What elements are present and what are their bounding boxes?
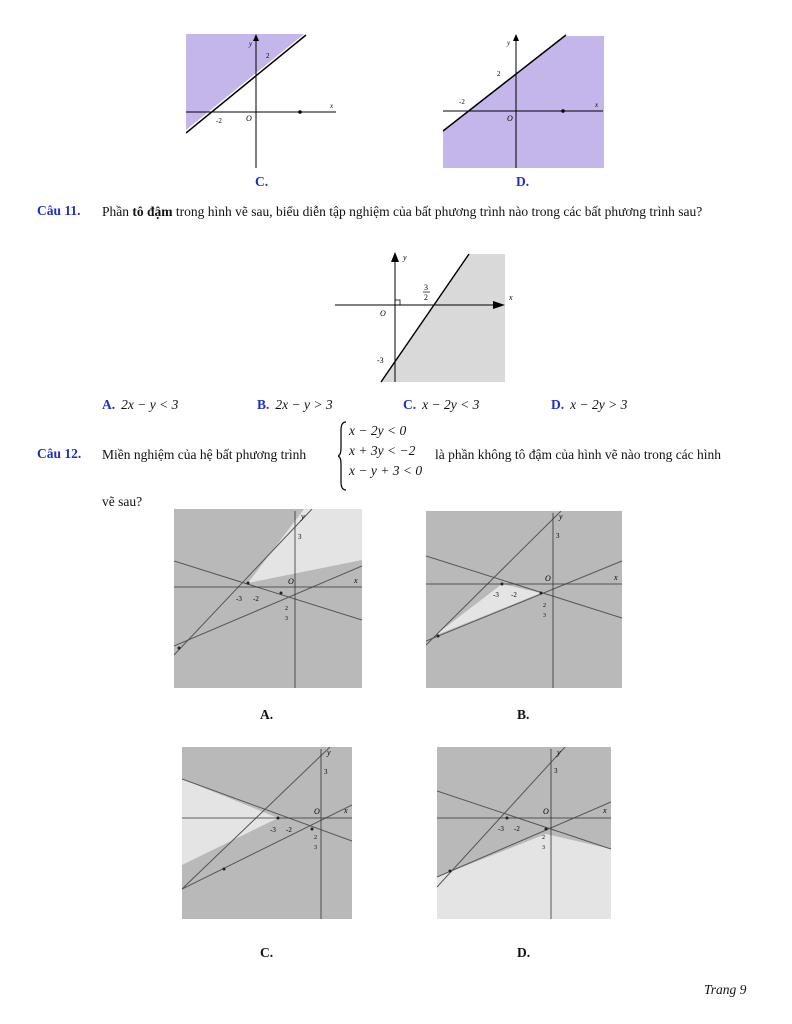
figure-d: [443, 34, 605, 170]
q11-minus-three: -3: [377, 356, 384, 365]
q11-option-c-expr: x − 2y < 3: [422, 397, 480, 412]
b-fn: 2: [543, 603, 546, 609]
a-o: O: [288, 577, 294, 586]
c-two-label: 2: [266, 52, 270, 60]
c12-o: O: [314, 807, 320, 816]
c12-three: 3: [324, 768, 328, 776]
q11-option-d-label: D.: [551, 397, 565, 412]
a-y: y: [301, 512, 305, 521]
b-y: y: [559, 512, 563, 521]
q12-caption-b: B.: [517, 707, 530, 722]
a-m3: -3: [236, 595, 242, 603]
c12-y: y: [327, 748, 331, 757]
q12-caption-c: C.: [260, 945, 274, 960]
a-fn: 2: [285, 606, 288, 612]
q12-caption-a: A.: [260, 707, 274, 722]
d12-three: 3: [554, 767, 558, 775]
b-three: 3: [556, 532, 560, 540]
q11-number: Câu 11.: [37, 203, 81, 218]
q12-caption-d: D.: [517, 945, 531, 960]
q12-number: Câu 12.: [37, 446, 82, 461]
q11-option-a[interactable]: [102, 397, 178, 413]
q12-text-before: Miền nghiệm của hệ bất phương trình: [102, 447, 307, 462]
q11-y-label: y: [403, 253, 407, 262]
c12-m3: -3: [270, 826, 276, 834]
q11-option-d[interactable]: [551, 397, 627, 413]
q11-option-b[interactable]: [257, 397, 333, 413]
q11-text-a: Phần: [102, 204, 133, 219]
q11-option-c[interactable]: [403, 397, 479, 413]
d-two-label: 2: [497, 70, 501, 78]
c-minus-two-label: -2: [216, 117, 222, 125]
q11-option-b-label: B.: [257, 397, 270, 412]
q12-brace: [338, 420, 348, 492]
a-three: 3: [298, 533, 302, 541]
d-x-label: x: [595, 101, 599, 109]
c12-fn: 2: [314, 835, 317, 841]
q12-figure-c: [182, 747, 352, 919]
q12-ineq-2: x + 3y < −2: [349, 443, 416, 458]
d12-y: y: [557, 748, 561, 757]
d12-m2: -2: [514, 825, 520, 833]
q11-option-b-expr: 2x − y > 3: [275, 397, 333, 412]
q11-option-c-label: C.: [403, 397, 417, 412]
a-m2: -2: [253, 595, 259, 603]
q11-option-a-expr: 2x − y < 3: [121, 397, 179, 412]
d12-m3: -3: [498, 825, 504, 833]
q12-system: [349, 421, 422, 481]
q12-figure-b: [426, 511, 622, 688]
page-number: Trang 9: [704, 982, 747, 997]
q11-origin-label: O: [380, 309, 386, 318]
q11-frac-den: 2: [424, 293, 428, 302]
d-y-label: y: [507, 39, 511, 47]
figure-d-caption: D.: [516, 174, 530, 189]
c12-fd: 3: [314, 845, 317, 851]
c12-x: x: [344, 806, 348, 815]
q11-text-b: trong hình vẽ sau, biểu diễn tập nghiệm của bất phương trình nào trong các bất phương trình sau?: [172, 204, 703, 219]
q12-ineq-1: x − 2y < 0: [349, 423, 407, 438]
d-origin-label: O: [507, 114, 513, 123]
c-x-label: x: [330, 102, 334, 110]
q12-figure-a: [174, 509, 362, 688]
figure-c: [186, 34, 340, 170]
d12-fn: 2: [542, 835, 545, 841]
d-minus-two-label: -2: [459, 98, 465, 106]
q12-figure-d: [437, 747, 611, 919]
q12-text-after: là phần không tô đậm của hình vẽ nào trong các hình: [435, 447, 722, 462]
q11-x-label: x: [509, 293, 513, 302]
b-o: O: [545, 574, 551, 583]
d12-x: x: [603, 806, 607, 815]
q12-text-cont: vẽ sau?: [102, 494, 143, 509]
b-fd: 3: [543, 613, 546, 619]
q11-bold: tô đậm: [132, 204, 173, 219]
b-m2: -2: [511, 591, 517, 599]
q11-frac-num: 3: [424, 283, 428, 292]
b-m3: -3: [493, 591, 499, 599]
a-fd: 3: [285, 616, 288, 622]
q11-question: [102, 202, 762, 221]
c-origin-label: O: [246, 114, 252, 123]
c12-m2: -2: [286, 826, 292, 834]
d12-fd: 3: [542, 845, 545, 851]
d12-o: O: [543, 807, 549, 816]
b-x: x: [614, 573, 618, 582]
figure-c-caption: C.: [255, 174, 269, 189]
c-y-label: y: [249, 40, 253, 48]
q11-figure: [333, 248, 523, 386]
q11-option-d-expr: x − 2y > 3: [570, 397, 628, 412]
q11-option-a-label: A.: [102, 397, 116, 412]
q12-ineq-3: x − y + 3 < 0: [349, 463, 423, 478]
a-x: x: [354, 576, 358, 585]
